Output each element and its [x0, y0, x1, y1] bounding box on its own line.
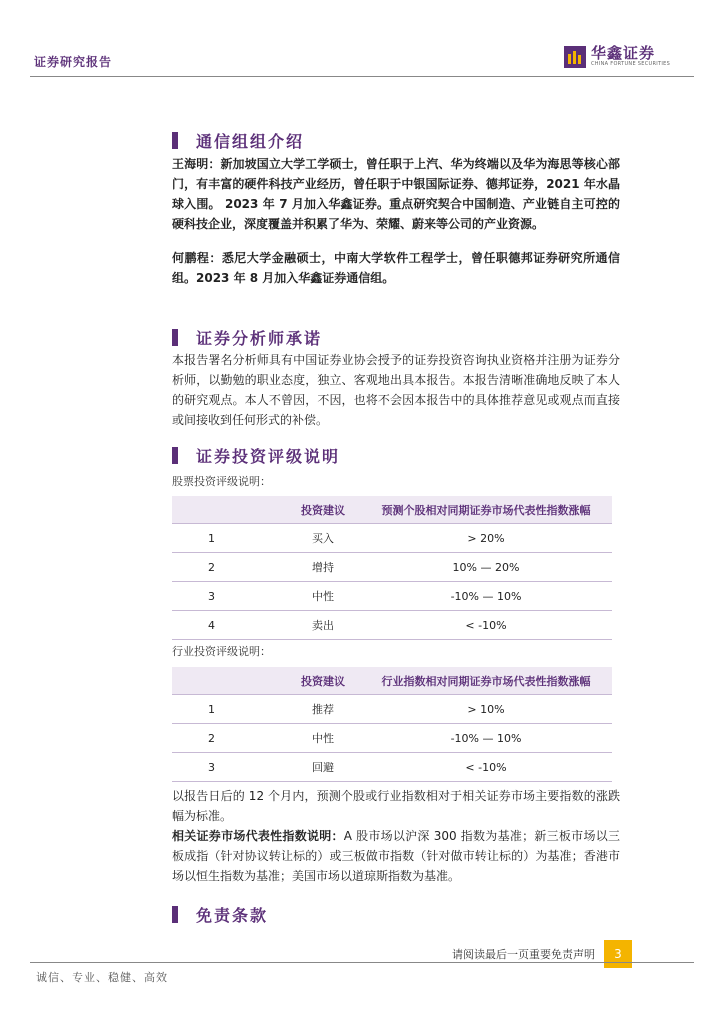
logo-mark-icon: [564, 46, 586, 68]
table-row: [172, 753, 612, 782]
section-marker: [172, 447, 178, 464]
table-header-cell: 投资建议: [286, 667, 360, 695]
table-cell: 2: [172, 724, 286, 753]
table-header-cell: 投资建议: [286, 496, 360, 524]
market-index-text: A 股市场以沪深 300 指数为基准；新三板市场以三板成指（针对协议转让标的）或三板做市指数（针对做市转让标的）为基准；香港市场以恒生指数为基准；美国市场以道琼斯指数为基准。: [172, 829, 620, 883]
table-cell: 3: [172, 582, 286, 611]
section-heading-disclaimer: [172, 903, 268, 926]
table-cell: > 20%: [360, 524, 612, 553]
table-cell: 回避: [286, 753, 360, 782]
analyst-bio-1: 王海明：新加坡国立大学工学硕士，曾任职于上汽、华为终端以及华为海思等核心部门，有丰富的硬件科技产业经历，曾任职于中银国际证券、德邦证券，2021 年水晶球入围。 2023 年 7 月加入华鑫证券。重点研究契合中国制造、产业链自主可控的硬科技企业，深度覆盖并积累了华为、荣耀、蔚来等公司的产业资源。: [172, 157, 620, 231]
logo-name-cn: 华鑫证券: [591, 44, 656, 62]
read-disclaimer-notice: 请阅读最后一页重要免责声明: [452, 948, 595, 961]
section-marker: [172, 329, 178, 346]
table-cell: 推荐: [286, 695, 360, 724]
company-logo: [564, 45, 670, 68]
table-cell: < -10%: [360, 753, 612, 782]
section-title: 免责条款: [196, 906, 269, 925]
page-number: 3: [604, 940, 632, 968]
table-header-row: [172, 667, 612, 695]
market-index-label: 相关证券市场代表性指数说明：: [172, 829, 344, 843]
section-marker: [172, 906, 178, 923]
table-cell: 买入: [286, 524, 360, 553]
report-type-label: 证券研究报告: [34, 55, 113, 69]
table-cell: > 10%: [360, 695, 612, 724]
table-row: [172, 724, 612, 753]
table-cell: 4: [172, 611, 286, 640]
table-row: [172, 582, 612, 611]
stock-rating-table: [172, 496, 612, 640]
table-cell: 10% — 20%: [360, 553, 612, 582]
table-row: [172, 553, 612, 582]
industry-rating-table: [172, 667, 612, 782]
section-heading-commitment: [172, 326, 322, 349]
section-marker: [172, 132, 178, 149]
section-heading-rating: [172, 444, 340, 467]
section-title: 证券投资评级说明: [196, 447, 341, 466]
table-row: [172, 611, 612, 640]
logo-name-en: CHINA FORTUNE SECURITIES: [591, 61, 671, 67]
table-cell: -10% — 10%: [360, 582, 612, 611]
table-cell: 3: [172, 753, 286, 782]
table-cell: 中性: [286, 582, 360, 611]
table-cell: 中性: [286, 724, 360, 753]
market-index-note: [172, 826, 620, 886]
footer-divider: [30, 962, 694, 963]
table-header-cell: 预测个股相对同期证券市场代表性指数涨幅: [360, 496, 612, 524]
commitment-text: 本报告署名分析师具有中国证券业协会授予的证券投资咨询执业资格并注册为证券分析师，以勤勉的职业态度，独立、客观地出具本报告。本报告清晰准确地反映了本人的研究观点。本人不曾因，不因，也将不会因本报告中的具体推荐意见或观点而直接或间接收到任何形式的补偿。: [172, 353, 620, 427]
analyst-bio-2: 何鹏程：悉尼大学金融硕士，中南大学软件工程学士，曾任职德邦证券研究所通信组。2023 年 8 月加入华鑫证券通信组。: [172, 251, 620, 285]
table-header-row: [172, 496, 612, 524]
table-cell: 增持: [286, 553, 360, 582]
table-header-cell: [172, 667, 286, 695]
industry-rating-label: 行业投资评级说明：: [172, 645, 271, 658]
table-cell: 1: [172, 695, 286, 724]
table-cell: 卖出: [286, 611, 360, 640]
stock-rating-label: 股票投资评级说明：: [172, 475, 271, 488]
table-row: [172, 524, 612, 553]
table-header-cell: 行业指数相对同期证券市场代表性指数涨幅: [360, 667, 612, 695]
table-cell: -10% — 10%: [360, 724, 612, 753]
section-title: 证券分析师承诺: [196, 329, 323, 348]
rating-horizon-note: 以报告日后的 12 个月内，预测个股或行业指数相对于相关证券市场主要指数的涨跌幅为标准。: [172, 789, 620, 823]
company-slogan: 诚信、专业、稳健、高效: [36, 971, 168, 984]
section-heading-team: [172, 129, 304, 152]
table-cell: 2: [172, 553, 286, 582]
table-row: [172, 695, 612, 724]
section-title: 通信组组介绍: [196, 132, 305, 151]
header-divider: [30, 76, 694, 77]
table-cell: < -10%: [360, 611, 612, 640]
table-cell: 1: [172, 524, 286, 553]
table-header-cell: [172, 496, 286, 524]
